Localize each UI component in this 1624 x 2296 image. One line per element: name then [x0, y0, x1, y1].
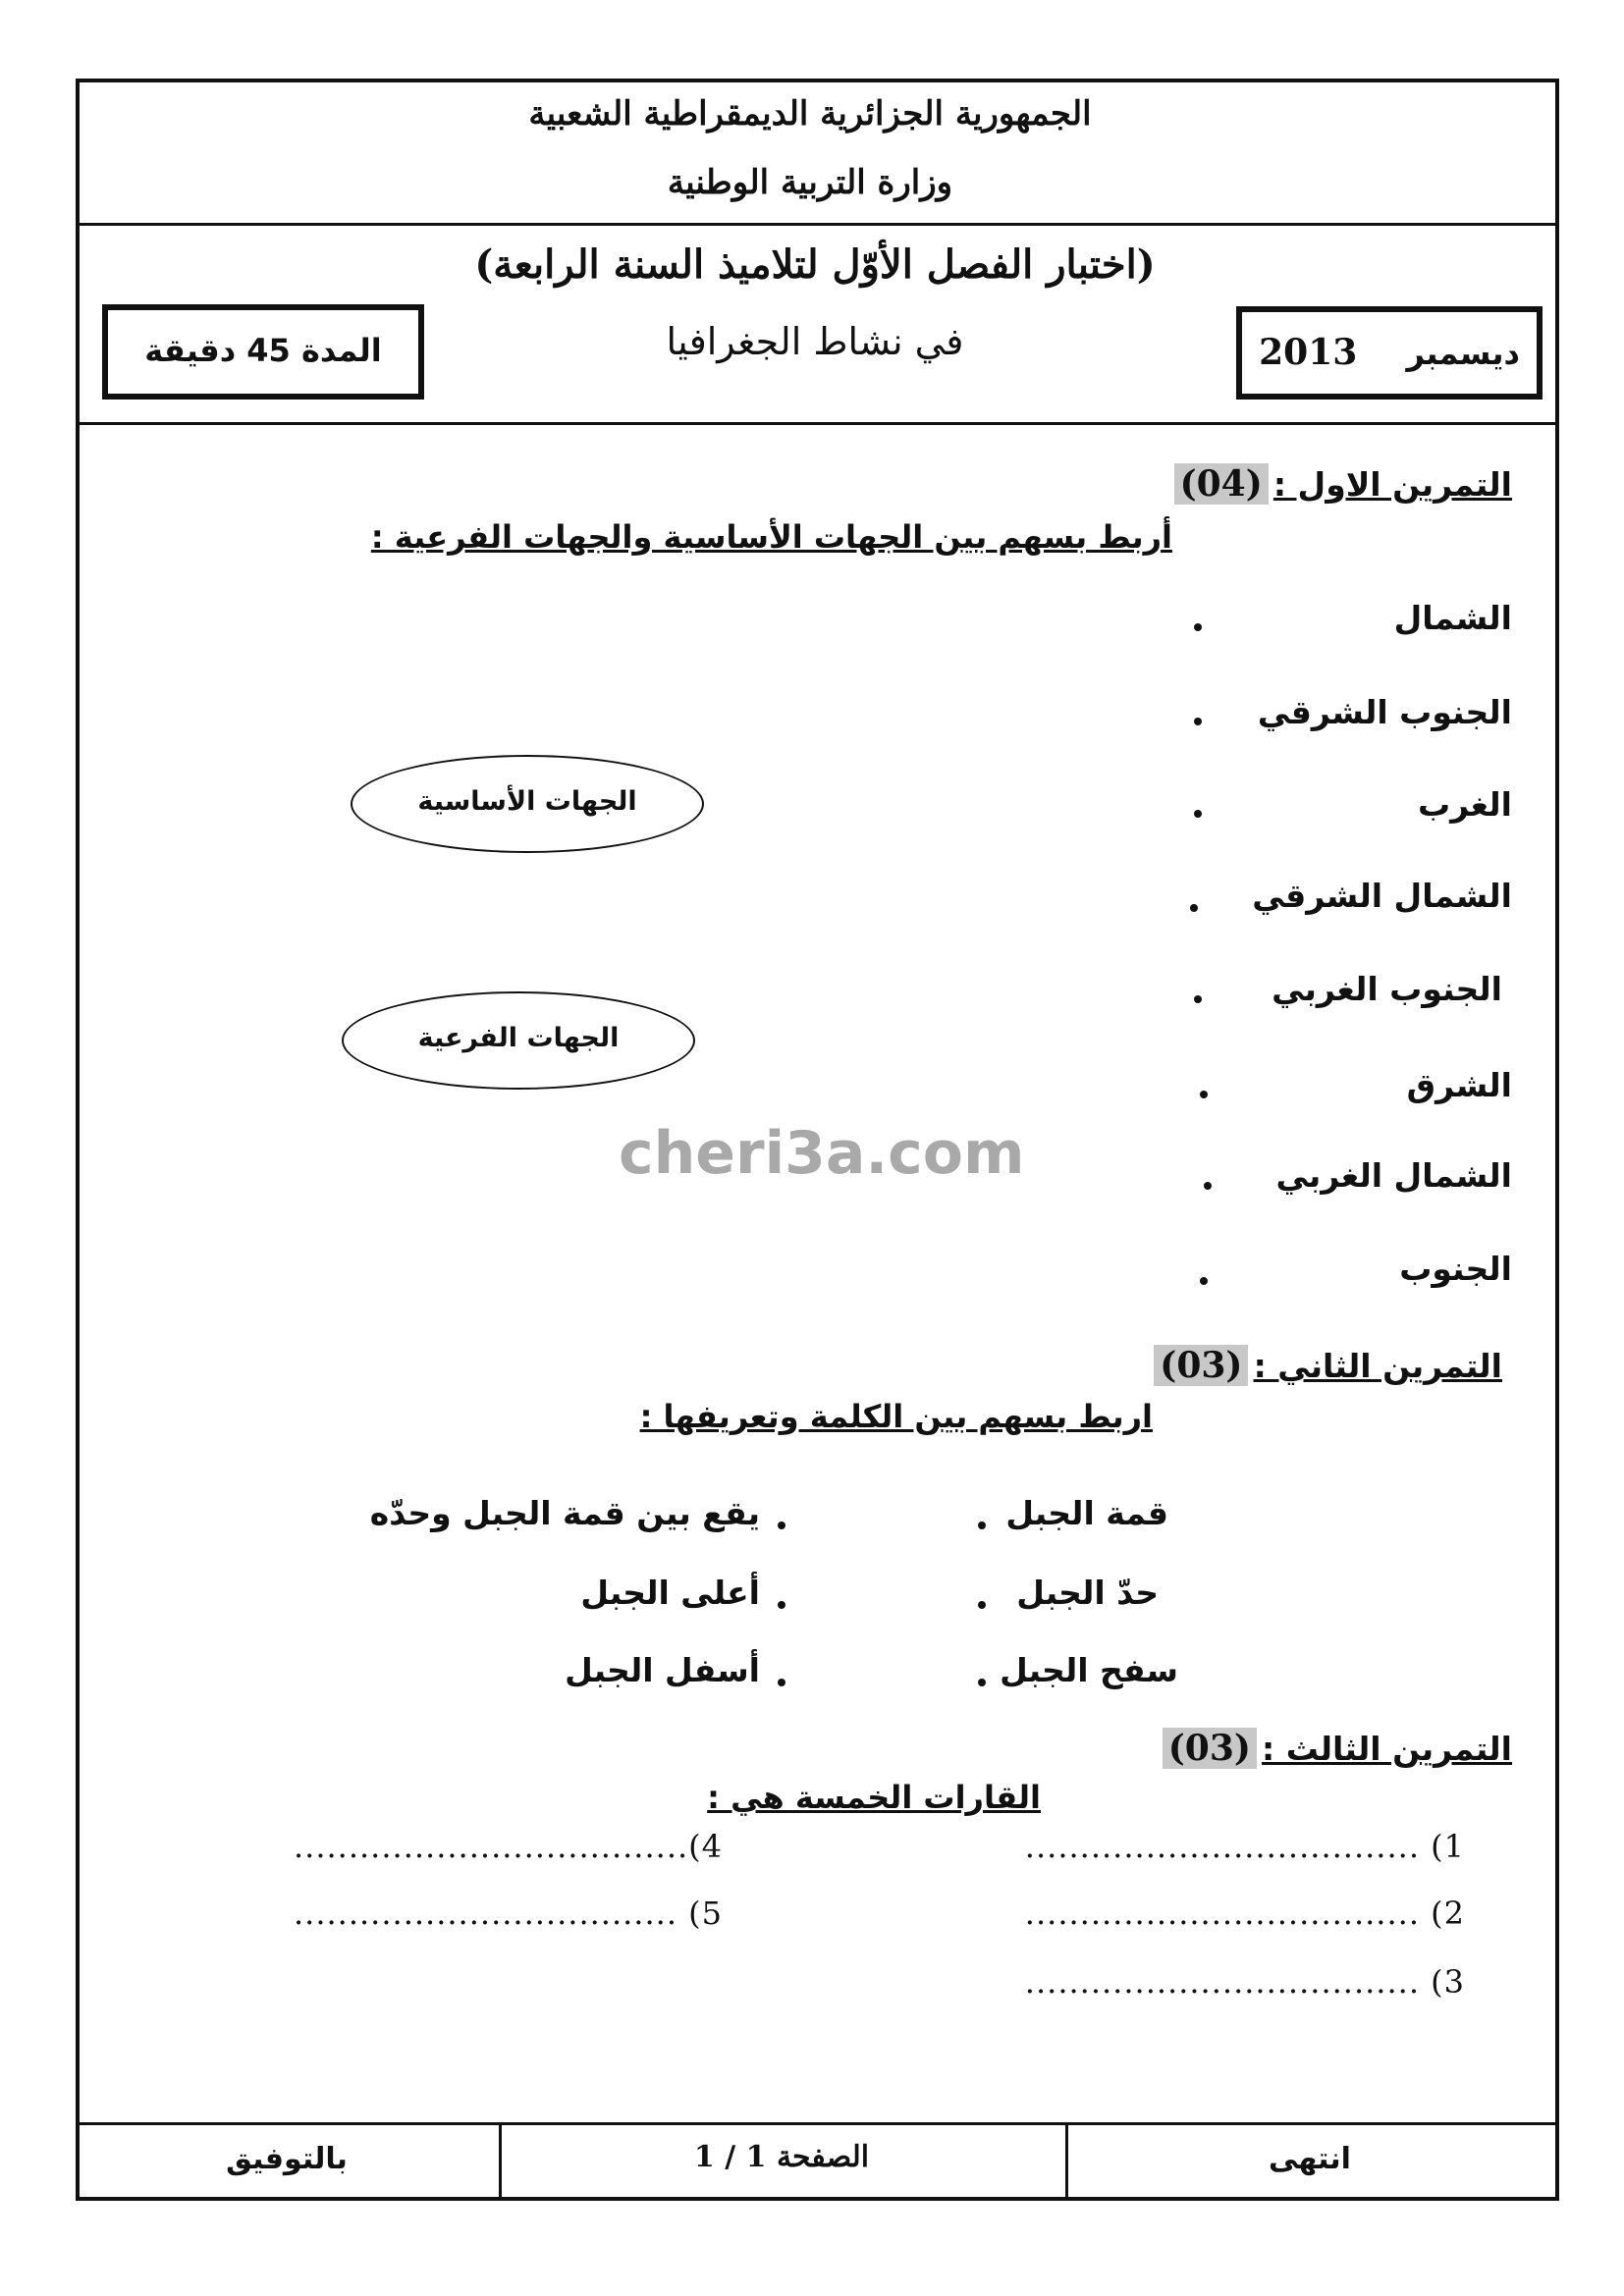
bullet-dot [778, 1601, 785, 1609]
exercise1-label: التمرين الاول : [1272, 465, 1512, 504]
direction-item: الشمال الشرقي [1252, 877, 1512, 915]
bullet-dot [978, 1679, 986, 1686]
duration-text: المدة 45 دقيقة [144, 332, 382, 369]
bullet-dot [1190, 904, 1198, 912]
bullet-dot [1194, 810, 1202, 818]
exam-title: (اختبار الفصل الأوّل لتلاميذ السنة الرابعة) [474, 241, 1156, 288]
direction-item: الجنوب الشرقي [1257, 693, 1512, 731]
word-item: سفح الجبل [1000, 1651, 1178, 1689]
oval-sub-directions [342, 991, 695, 1090]
answer-blank-5[interactable]: 5) ................................... [293, 1895, 723, 1932]
answer-blank-3[interactable]: 3) .................................... [1024, 1963, 1465, 2001]
word-item: حدّ الجبل [1016, 1574, 1159, 1612]
exercise3-heading [1163, 1728, 1512, 1769]
oval-main-directions [351, 755, 704, 853]
republic-title: الجمهورية الجزائرية الديمقراطية الشعبية [528, 94, 1092, 133]
exercise2-score: (03) [1154, 1345, 1248, 1386]
footer-wish: بالتوفيق [226, 2142, 348, 2176]
definition-item: أسفل الجبل [565, 1651, 760, 1689]
oval-main-label: الجهات الأساسية [417, 786, 637, 817]
footer-divider [80, 2122, 1555, 2125]
exercise3-label: التمرين الثالث : [1262, 1730, 1512, 1768]
exercise2-heading [1154, 1345, 1502, 1386]
bullet-dot [978, 1601, 986, 1609]
exercise1-heading [1174, 463, 1512, 505]
direction-item: الجنوب الغربي [1272, 970, 1502, 1008]
oval-sub-label: الجهات الفرعية [417, 1023, 620, 1053]
bullet-dot [1194, 623, 1202, 631]
bullet-dot [1204, 1182, 1212, 1190]
direction-item: الشمال الغربي [1275, 1156, 1512, 1195]
title-divider [80, 422, 1555, 425]
bullet-dot [1194, 995, 1202, 1003]
watermark: cheri3a.com [619, 1119, 1025, 1188]
footer-end: انتهى [1269, 2142, 1351, 2176]
bullet-dot [1194, 718, 1202, 725]
exercise3-instruction: القارات الخمسة هي : [707, 1779, 1041, 1816]
bullet-dot [978, 1522, 986, 1529]
word-item: قمة الجبل [1005, 1494, 1168, 1532]
definition-item: أعلى الجبل [580, 1574, 760, 1612]
footer-page: الصفحة 1 / 1 [693, 2140, 870, 2174]
direction-item: الغرب [1417, 785, 1512, 824]
duration-box [102, 304, 424, 400]
answer-blank-4[interactable]: 4).................................... [293, 1828, 723, 1865]
answer-blank-1[interactable]: 1) .................................... [1024, 1828, 1465, 1865]
exercise1-score: (04) [1174, 463, 1269, 505]
date-box [1236, 306, 1543, 400]
exercise2-instruction: اربط بسهم بين الكلمة وتعريفها : [639, 1398, 1153, 1435]
exam-subject: في نشاط الجغرافيا [666, 320, 964, 363]
exercise2-label: التمرين الثاني : [1253, 1347, 1502, 1385]
definition-item: يقع بين قمة الجبل وحدّه [369, 1494, 760, 1532]
direction-item: الشمال [1393, 599, 1512, 637]
direction-item: الجنوب [1399, 1250, 1512, 1288]
answer-blank-2[interactable]: 2) .................................... [1024, 1895, 1465, 1932]
direction-item: الشرق [1406, 1066, 1512, 1104]
date-text [1242, 332, 1537, 373]
date-month: ديسمبر [1406, 335, 1520, 372]
exercise3-score: (03) [1163, 1728, 1257, 1769]
date-year: 2013 [1259, 332, 1358, 373]
header-divider [80, 223, 1555, 226]
bullet-dot [1200, 1091, 1208, 1098]
ministry-title: وزارة التربية الوطنية [667, 163, 953, 202]
exercise1-instruction: أربط بسهم بين الجهات الأساسية والجهات الفرعية : [370, 518, 1172, 556]
bullet-dot [778, 1679, 785, 1686]
bullet-dot [778, 1522, 785, 1529]
bullet-dot [1200, 1277, 1208, 1285]
